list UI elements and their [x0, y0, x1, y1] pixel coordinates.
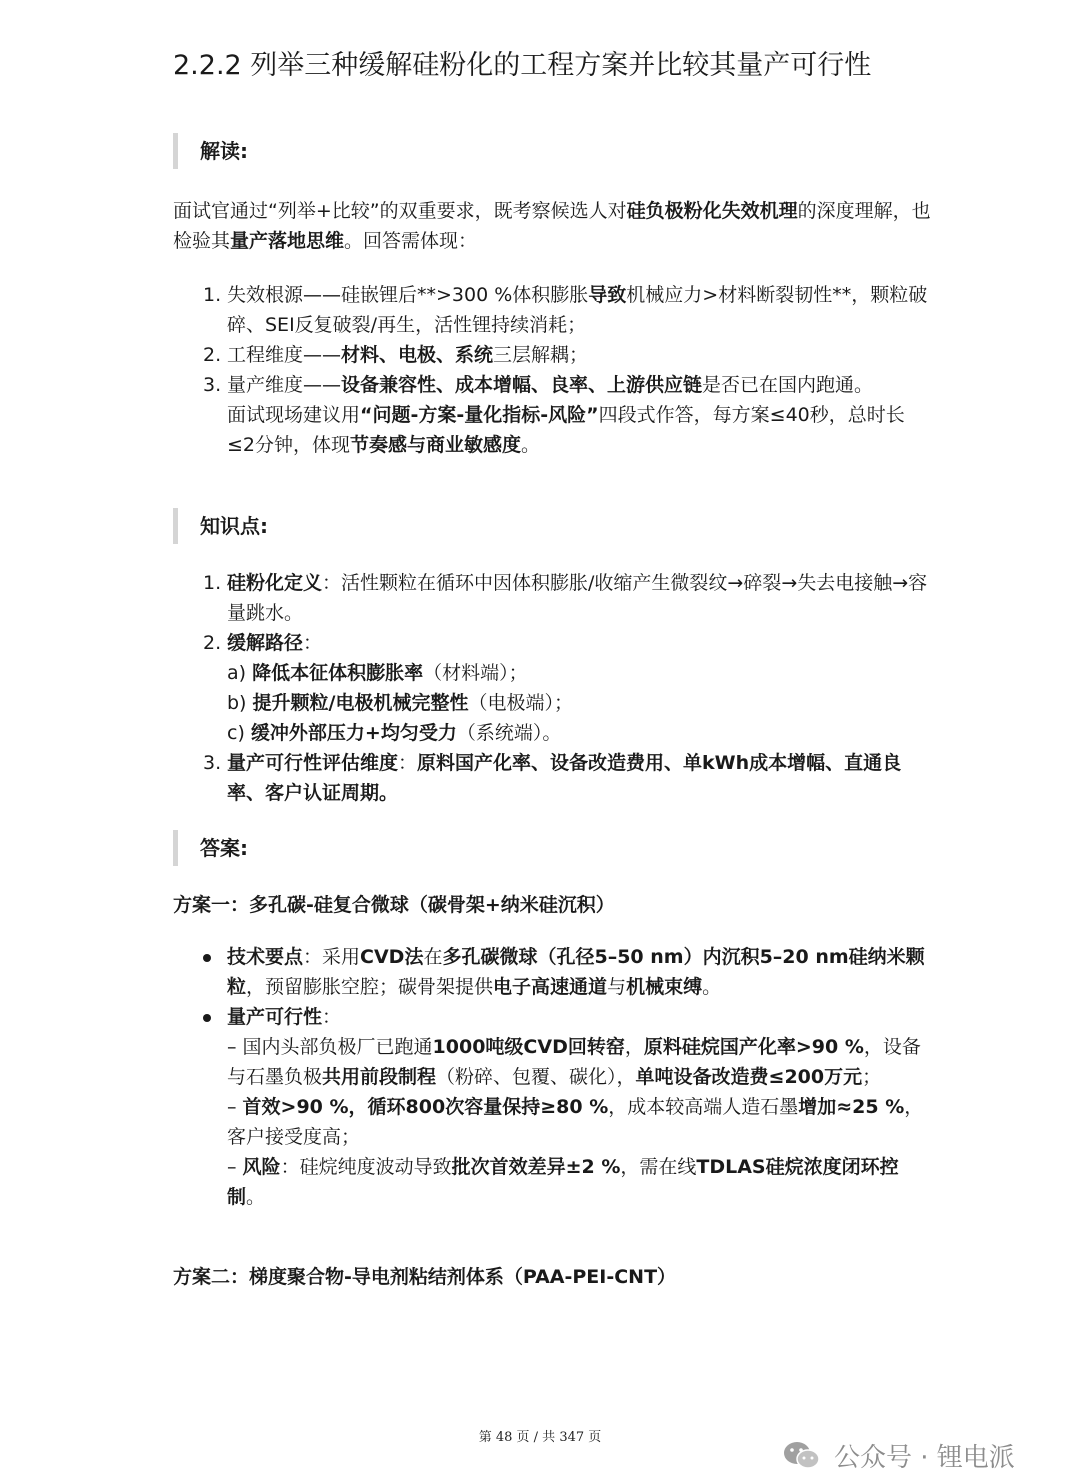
- scheme-two-title: 方案二：梯度聚合物-导电剂粘结剂体系（PAA-PEI-CNT）: [173, 1266, 677, 1288]
- list-number: 3.: [203, 752, 222, 774]
- item-bold: TDLAS硅烷浓度闭环控制: [227, 1156, 899, 1208]
- sub-label: b): [227, 692, 253, 714]
- item-text: 四段式作答，每方案≤40秒，总时长≤2分钟，体现: [227, 404, 905, 456]
- item-text: （粉碎、包覆、碳化），: [436, 1066, 636, 1088]
- list-item: [203, 370, 931, 460]
- item-text: ：采用: [303, 946, 361, 968]
- item-text: 。: [702, 976, 722, 998]
- item-text: 是否已在国内跑通。: [702, 374, 874, 396]
- bullet-icon: [203, 954, 211, 962]
- list-number: 2.: [203, 344, 222, 366]
- item-text: ，预留膨胀空腔；碳骨架提供: [246, 976, 494, 998]
- sub-item: [227, 1152, 931, 1212]
- item-bold: 机械束缚: [626, 976, 703, 998]
- intro-text: 面试官通过“列举+比较”的双重要求，既考察候选人对: [173, 200, 627, 222]
- sub-item: [227, 658, 931, 688]
- page-number: 第 48 页 / 共 347 页: [478, 1430, 602, 1445]
- item-bold: 原料硅烷国产化率>90 %: [643, 1036, 864, 1058]
- item-text: 三层解耦；: [493, 344, 589, 366]
- item-text: ，: [624, 1036, 644, 1058]
- item-text: 与: [607, 976, 627, 998]
- watermark-text: 公众号 · 锂电派: [834, 1443, 1015, 1473]
- item-bold: CVD法: [360, 946, 424, 968]
- sub-item: [227, 1092, 931, 1152]
- list-item: [203, 628, 931, 748]
- intro-bold: 硅负极粉化失效机理: [626, 200, 798, 222]
- item-text: ，成本较高端人造石墨: [608, 1096, 799, 1118]
- list-item: [203, 568, 931, 628]
- item-text: ：: [303, 632, 323, 654]
- item-bold: 共用前段制程: [322, 1066, 437, 1088]
- jiedu-list: [203, 280, 931, 460]
- section-heading-answer: 答案:: [173, 830, 248, 866]
- item-text: 工程维度——: [227, 344, 342, 366]
- intro-text: 的深度理解，也检验其: [173, 200, 931, 252]
- intro-bold: 量产落地思维: [230, 230, 345, 252]
- page-title: 2.2.2 列举三种缓解硅粉化的工程方案并比较其量产可行性: [173, 50, 872, 81]
- item-bold: “问题-方案-量化指标-风险”: [360, 404, 599, 426]
- list-item: [203, 280, 931, 340]
- sub-item: [227, 718, 931, 748]
- item-text: ：硅烷纯度波动导致: [280, 1156, 452, 1178]
- item-bold: 风险: [242, 1156, 281, 1178]
- wechat-watermark: [782, 1437, 1015, 1474]
- item-text: ：活性颗粒在循环中因体积膨胀/收缩产生微裂纹→碎裂→失去电接触→容量跳水。: [227, 572, 928, 624]
- wechat-icon: [782, 1440, 822, 1472]
- item-bold: 降低本征体积膨胀率: [252, 662, 424, 684]
- item-bold: 电子高速通道: [493, 976, 608, 998]
- item-text: 在: [423, 946, 443, 968]
- item-bold: 节奏感与商业敏感度: [350, 434, 522, 456]
- sub-label: c): [227, 722, 251, 744]
- item-text: 量产维度——: [227, 374, 342, 396]
- list-item: [203, 748, 931, 808]
- item-text: 失效根源——硅嵌锂后**>300 %体积膨胀: [227, 284, 589, 306]
- item-text: （电极端）；: [468, 692, 573, 714]
- item-bold: 材料、电极、系统: [341, 344, 494, 366]
- item-bold: 设备兼容性、成本增幅、良率、上游供应链: [341, 374, 703, 396]
- item-bold: 原料国产化率、设备改造费用、单kWh成本增幅、直通良率、客户认证周期。: [227, 752, 902, 804]
- list-number: 1.: [203, 572, 222, 594]
- item-bold: 1000吨级CVD回转窑: [432, 1036, 625, 1058]
- item-bold: 导致: [588, 284, 627, 306]
- scheme-one-list: [201, 942, 931, 1212]
- item-text: 。: [246, 1186, 266, 1208]
- item-bold: 批次首效差异±2 %: [451, 1156, 621, 1178]
- item-text: 。: [521, 434, 541, 456]
- sub-item: [227, 1032, 931, 1092]
- item-text: – 国内头部负极厂已跑通: [227, 1036, 433, 1058]
- intro-text: 。回答需体现：: [344, 230, 478, 252]
- item-bold: 量产可行性评估维度: [227, 752, 399, 774]
- item-text: ；: [862, 1066, 882, 1088]
- item-text: （材料端）；: [423, 662, 528, 684]
- list-number: 1.: [203, 284, 222, 306]
- list-item: [201, 1002, 931, 1212]
- item-bold: 缓冲外部压力+均匀受力: [250, 722, 457, 744]
- item-text: ，客户接受度高；: [227, 1096, 924, 1148]
- zhishi-list: [203, 568, 931, 808]
- item-bold: 硅粉化定义: [227, 572, 323, 594]
- scheme-one-title: 方案一：多孔碳-硅复合微球（碳骨架+纳米硅沉积）: [173, 894, 615, 916]
- item-text: ，需在线: [620, 1156, 697, 1178]
- item-bold: 技术要点: [227, 946, 304, 968]
- intro-paragraph: [173, 196, 933, 256]
- list-item: [201, 942, 931, 1002]
- item-text: （系统端）。: [456, 722, 562, 744]
- item-text: 机械应力>材料断裂韧性**，颗粒破碎、SEI反复破裂/再生，活性锂持续消耗；: [227, 284, 928, 336]
- item-text: ，设备与石墨负极: [227, 1036, 921, 1088]
- item-bold: 多孔碳微球（孔径5–50 nm）内沉积5–20 nm硅纳米颗粒: [227, 946, 925, 998]
- item-bold: 缓解路径: [227, 632, 304, 654]
- item-bold: 增加≈25 %: [798, 1096, 905, 1118]
- item-bold: 量产可行性: [227, 1006, 323, 1028]
- item-text: 面试现场建议用: [227, 404, 361, 426]
- item-text: –: [227, 1156, 243, 1178]
- item-text: ：: [322, 1006, 342, 1028]
- section-heading-zhishi: 知识点:: [173, 508, 268, 544]
- item-text: –: [227, 1096, 243, 1118]
- sub-label: a): [227, 662, 253, 684]
- item-bold: 提升颗粒/电极机械完整性: [252, 692, 469, 714]
- sub-item: [227, 688, 931, 718]
- list-item: [203, 340, 931, 370]
- section-heading-jiedu: 解读:: [173, 133, 248, 169]
- item-text: ：: [398, 752, 418, 774]
- item-bold: 首效>90 %，循环800次容量保持≥80 %: [242, 1096, 609, 1118]
- bullet-icon: [203, 1014, 211, 1022]
- list-number: 3.: [203, 374, 222, 396]
- item-bold: 单吨设备改造费≤200万元: [635, 1066, 863, 1088]
- list-number: 2.: [203, 632, 222, 654]
